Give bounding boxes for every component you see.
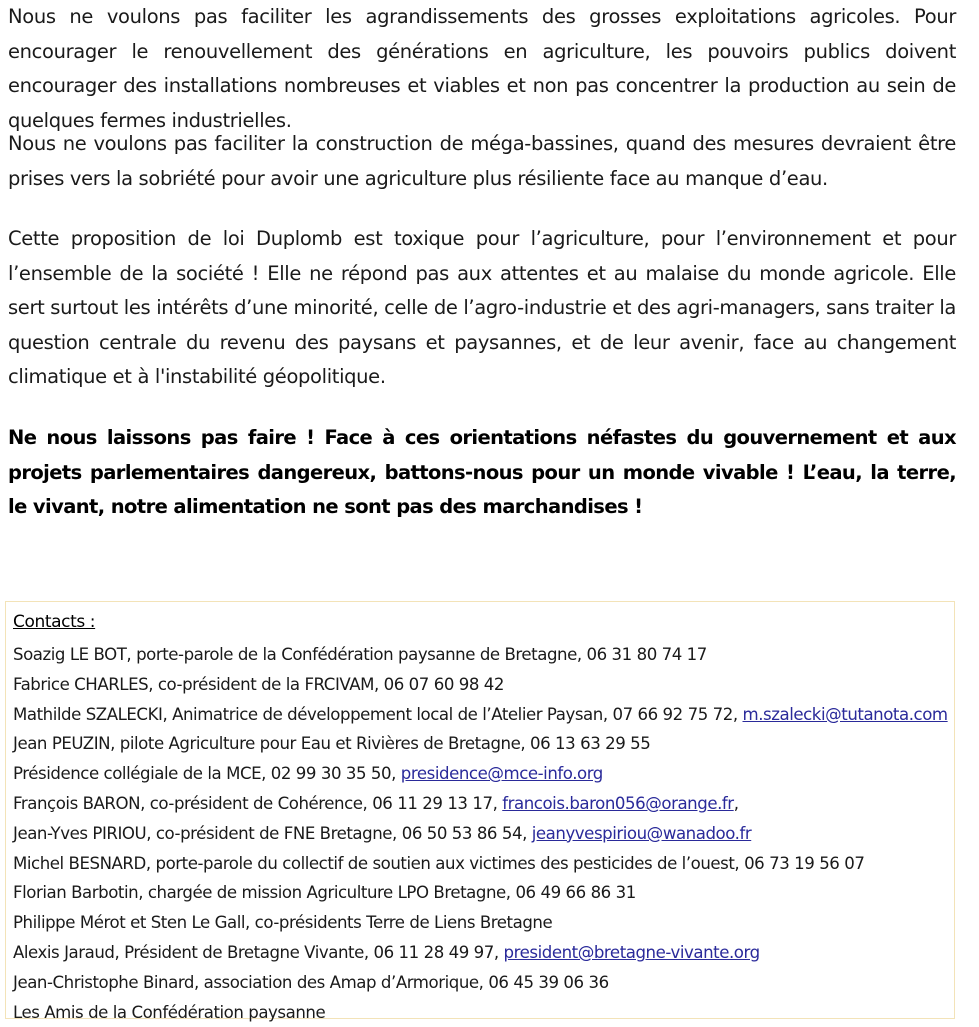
contact-line-mce <box>13 759 954 789</box>
contact-text: Alexis Jaraud, Président de Bretagne Vivante, 06 11 28 49 97, <box>13 942 504 962</box>
contacts-box <box>5 601 955 1022</box>
contact-line-michel-besnard <box>13 849 954 879</box>
contact-text: Fabrice CHARLES, co-président de la FRCIVAM, 06 07 60 98 42 <box>13 674 505 694</box>
paragraph-call-to-action: Ne nous laissons pas faire ! Face à ces orientations néfastes du gouvernement et aux projets parlementaires dangereux, battons-nous pour un monde vivable ! L’eau, la terre, le vivant, notre alimentation ne sont pas des marchandises ! <box>8 426 956 518</box>
email-link-szalecki[interactable]: m.szalecki@tutanota.com <box>742 704 948 724</box>
contact-text: Soazig LE BOT, porte-parole de la Confédération paysanne de Bretagne, 06 31 80 74 17 <box>13 645 707 664</box>
contact-text: Mathilde SZALECKI, Animatrice de développement local de l’Atelier Paysan, 07 66 92 75 72, <box>13 704 743 724</box>
contact-text: Philippe Mérot et Sten Le Gall, co-présidents Terre de Liens Bretagne <box>13 913 553 933</box>
email-link-piriou[interactable]: jeanyvespiriou@wanadoo.fr <box>531 823 752 843</box>
contact-line-jean-yves-piriou <box>13 819 954 849</box>
email-link-mce[interactable]: presidence@mce-info.org <box>400 764 603 784</box>
contact-line-francois-baron <box>13 789 954 819</box>
contact-line-jean-peuzin <box>13 729 954 759</box>
contacts-title: Contacts : <box>13 612 96 632</box>
contact-line-jean-christophe-binard <box>13 968 954 998</box>
contact-trailing-punctuation: , <box>733 793 739 813</box>
contact-text: Les Amis de la Confédération paysanne <box>13 1002 326 1022</box>
contact-text: Jean-Christophe Binard, association des Amap d’Armorique, 06 45 39 06 36 <box>13 972 609 992</box>
email-link-baron[interactable]: francois.baron056@orange.fr <box>502 793 734 813</box>
contact-text: Jean-Yves PIRIOU, co-président de FNE Bretagne, 06 50 53 86 54, <box>13 823 532 843</box>
contact-text: Présidence collégiale de la MCE, 02 99 30 35 50, <box>13 764 401 784</box>
contact-line-terre-de-liens <box>13 908 954 938</box>
paragraph-mega-basins: Nous ne voulons pas faciliter la construction de méga-bassines, quand des mesures devraient être prises vers la sobriété pour avoir une agriculture plus résiliente face au manque d’eau. <box>8 132 956 190</box>
email-link-bretagne-vivante[interactable]: president@bretagne-vivante.org <box>503 942 760 962</box>
contact-text: Florian Barbotin, chargée de mission Agriculture LPO Bretagne, 06 49 66 86 31 <box>13 883 636 903</box>
contact-text: Michel BESNARD, porte-parole du collectif de soutien aux victimes des pesticides de l’ouest, 06 73 19 56 07 <box>13 853 865 873</box>
paragraph-duplomb-law: Cette proposition de loi Duplomb est toxique pour l’agriculture, pour l’environnement et pour l’ensemble de la société ! Elle ne répond pas aux attentes et au malaise du monde agricole. Elle sert surtout les intérêts d’une minorité, celle de l’agro-industrie et des agri-managers, sans traiter la question centrale du revenu des paysans et paysannes, et de leur avenir, face au changement climatique et à l'instabilité géopolitique. <box>8 227 956 388</box>
contact-line-amis-confederation <box>13 998 954 1027</box>
contact-line-florian-barbotin <box>13 878 954 908</box>
contact-line-fabrice-charles <box>13 670 954 700</box>
contact-line-alexis-jaraud <box>13 938 954 968</box>
contact-text: François BARON, co-président de Cohérence, 06 11 29 13 17, <box>13 793 503 813</box>
contact-line-mathilde-szalecki <box>13 700 954 730</box>
paragraph-farm-expansion: Nous ne voulons pas faciliter les agrandissements des grosses exploitations agricoles. Pour encourager le renouvellement des générations en agriculture, les pouvoirs publics doivent encourager des installations nombreuses et viables et non pas concentrer la production au sein de quelques fermes industrielles. <box>8 5 956 132</box>
contact-text: Jean PEUZIN, pilote Agriculture pour Eau et Rivières de Bretagne, 06 13 63 29 55 <box>13 734 651 754</box>
contact-line-soazig-le-bot <box>13 640 954 670</box>
